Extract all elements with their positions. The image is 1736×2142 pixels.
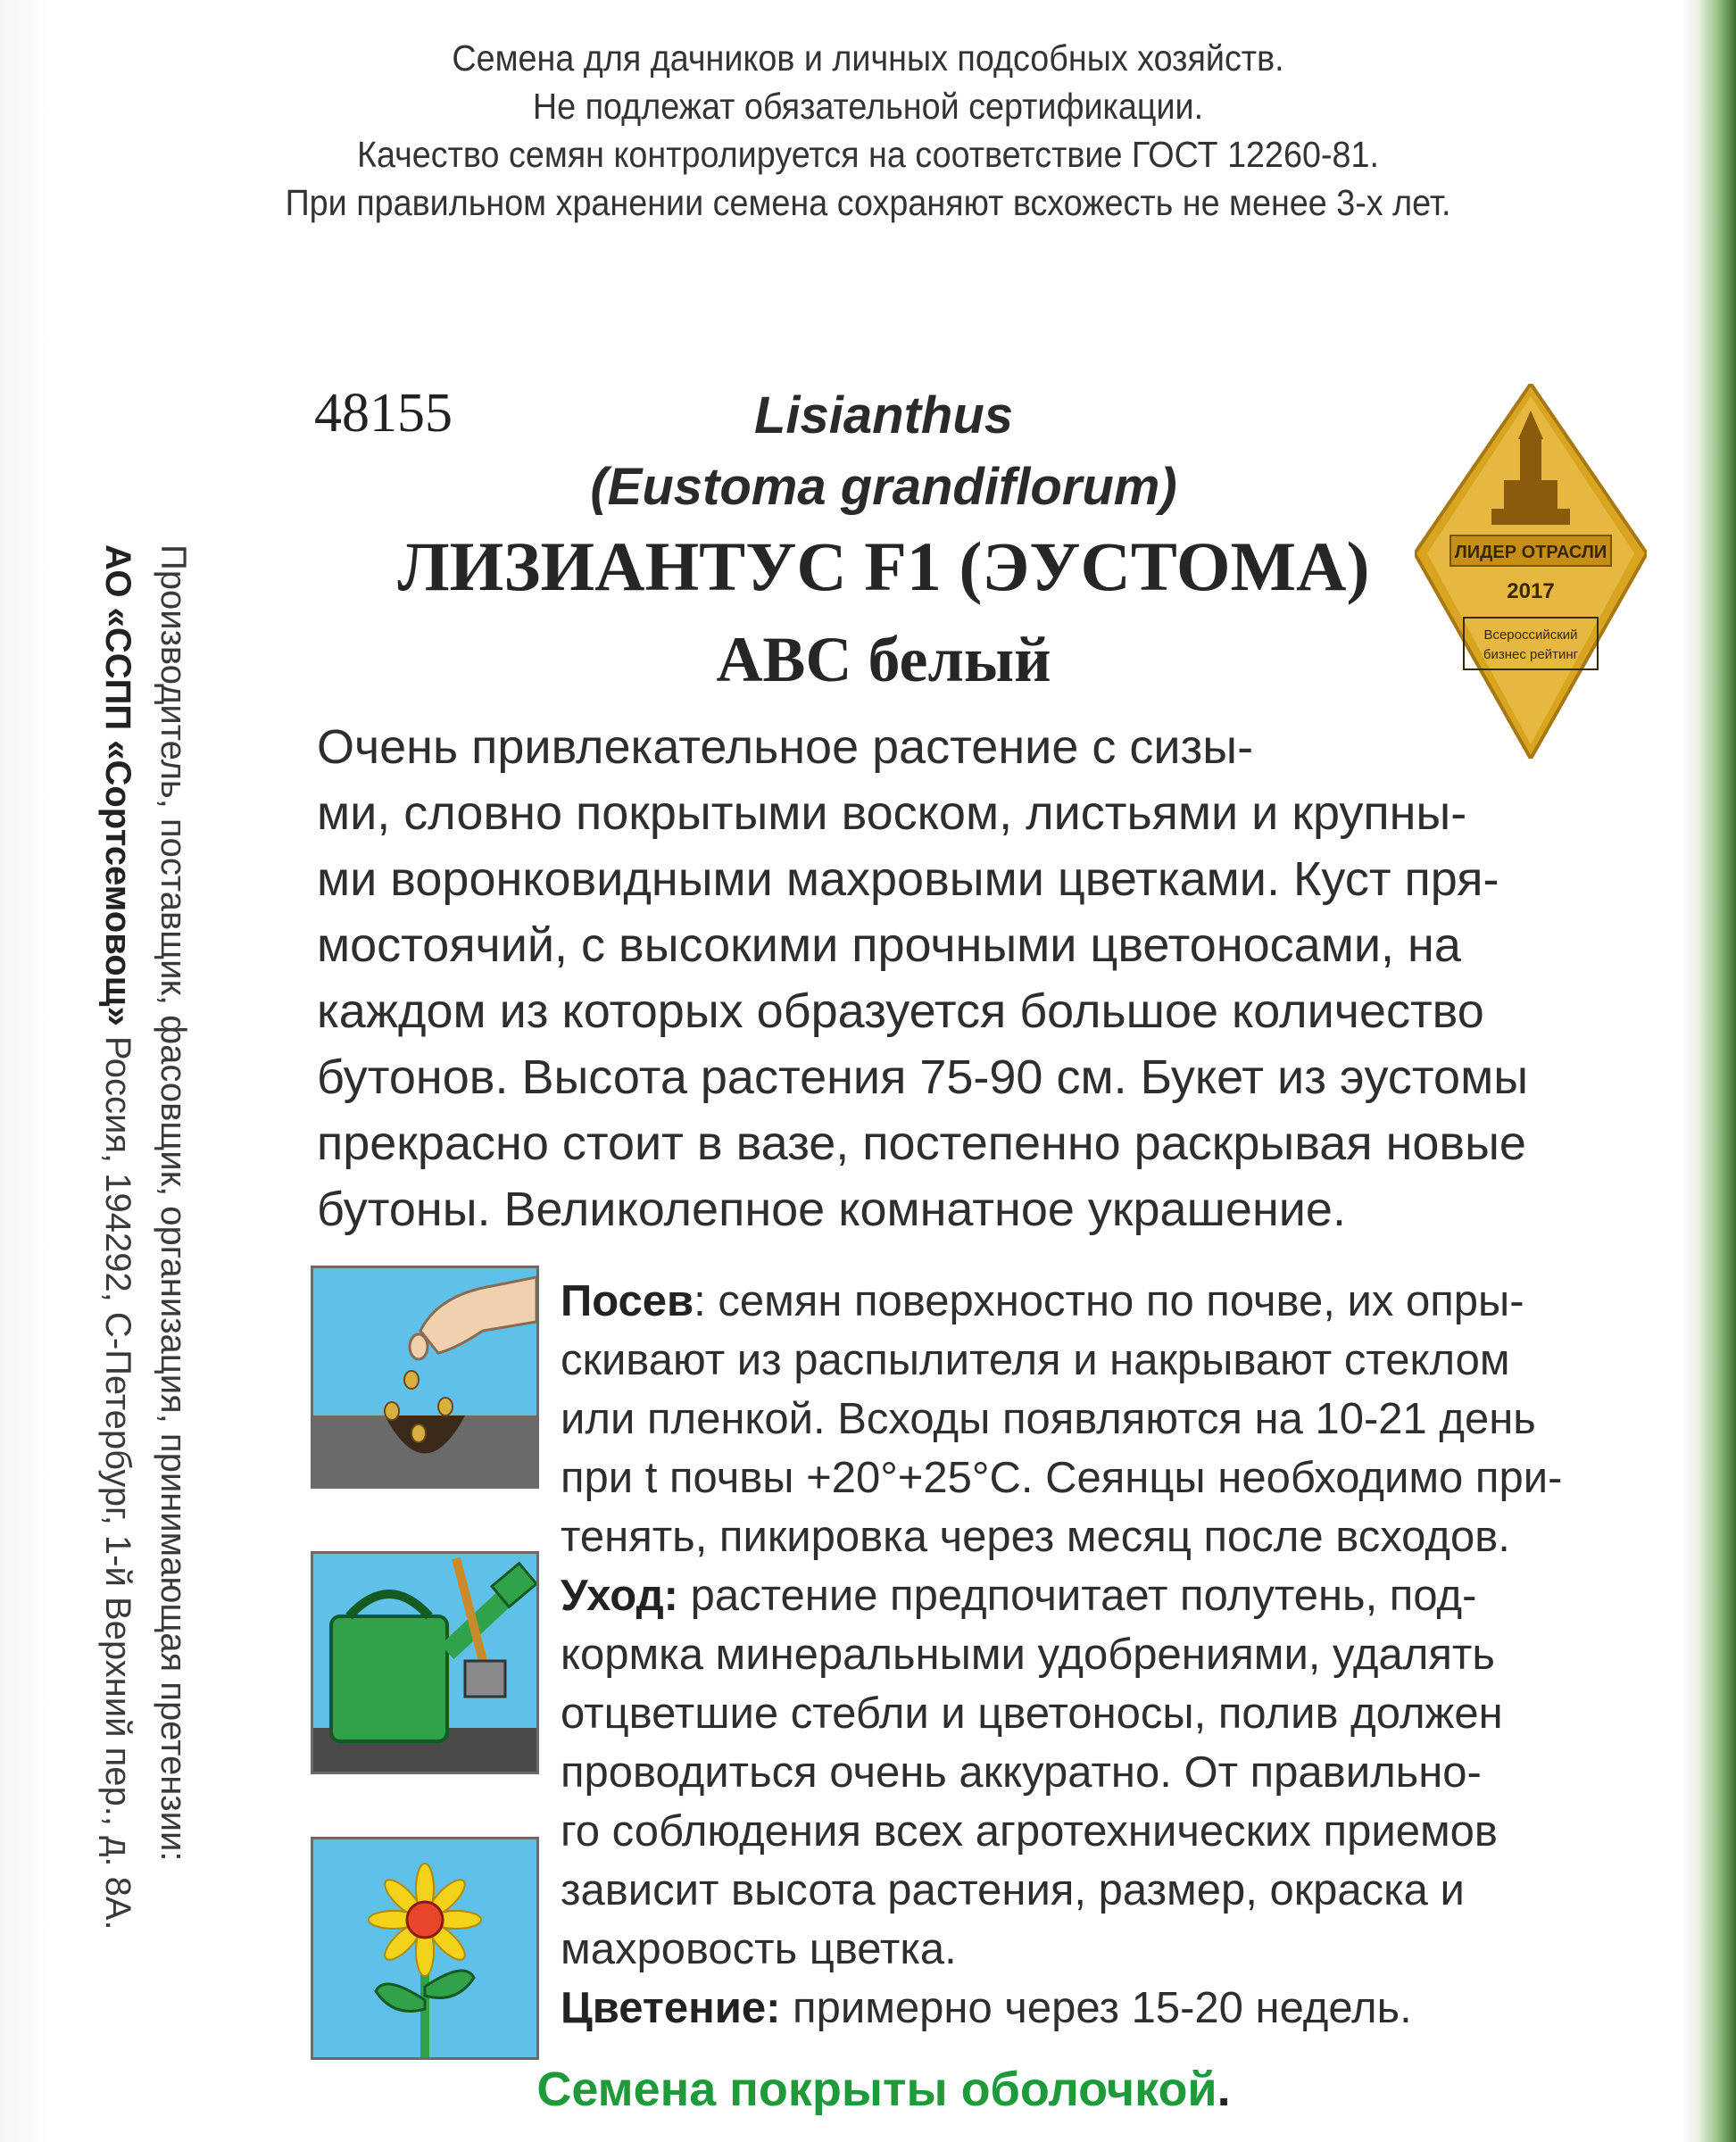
badge-title: ЛИДЕР ОТРАСЛИ	[1454, 543, 1607, 562]
notice-line: Не подлежат обязательной сертификации.	[532, 86, 1204, 127]
sowing-pictogram	[311, 1266, 539, 1489]
care-line: зависит высота растения, размер, окраска и	[561, 1866, 1465, 1914]
notice-line: Семена для дачников и личных подсобных хозяйств.	[452, 37, 1284, 79]
description-line: бутоны. Великолепное комнатное украшение.	[317, 1183, 1346, 1236]
bloom-label: Цветение:	[561, 1984, 781, 2032]
sowing-line: скивают из распылителя и накрывают стеклом	[561, 1336, 1510, 1384]
description-line: прекрасно стоит в вазе, постепенно раскрывая новые	[317, 1117, 1526, 1170]
sowing-line: тенять, пикировка через месяц после всходов.	[561, 1513, 1510, 1561]
care-line: отцветшие стебли и цветоносы, полив должен	[561, 1690, 1503, 1738]
badge-year: 2017	[1507, 579, 1555, 603]
sowing-line: или пленкой. Всходы появляются на 10-21 день	[561, 1395, 1536, 1443]
description-line: мостоячий, с высокими прочными цветоносами, на	[317, 918, 1461, 972]
sowing-label: Посев	[561, 1277, 694, 1325]
coated-seeds-text: Семена покрыты оболочкой	[536, 2063, 1217, 2116]
bloom-line	[561, 1979, 1640, 2038]
description-line: бутонов. Высота растения 75-90 см. Букет из эустомы	[317, 1050, 1529, 1104]
company-name: АО «ССПП «Сортсемовощ»	[98, 544, 137, 1026]
description-line: ми, словно покрытыми воском, листьями и крупны-	[317, 786, 1467, 840]
care-text: растение предпочитает полутень, под-	[678, 1572, 1477, 1620]
variety-name: АВС белый	[716, 624, 1051, 695]
latin-name: Lisianthus	[753, 386, 1014, 444]
bloom-text: примерно через 15-20 недель.	[780, 1984, 1412, 2032]
care-line: проводиться очень аккуратно. От правильно-	[561, 1748, 1482, 1797]
certification-notice	[70, 34, 1666, 227]
coated-seeds-note	[312, 2062, 1455, 2117]
badge-rating-line2: бизнес рейтинг	[1483, 647, 1579, 662]
notice-line: Качество семян контролируется на соответствие ГОСТ 12260-81.	[357, 134, 1379, 175]
care-pictogram	[311, 1551, 539, 1774]
notice-line: При правильном хранении семена сохраняют всхожесть не менее 3-х лет.	[285, 182, 1451, 223]
care-line	[561, 1566, 1640, 1625]
product-description	[317, 714, 1638, 1242]
care-label: Уход:	[561, 1572, 678, 1620]
latin-species: (Eustoma grandiflorum)	[590, 458, 1177, 516]
bloom-pictogram	[311, 1837, 539, 2060]
sowing-line: при t почвы +20°+25°С. Сеянцы необходимо при-	[561, 1454, 1563, 1502]
sowing-line	[561, 1272, 1640, 1331]
care-line: махровость цветка.	[561, 1925, 957, 1973]
description-line: Очень привлекательное растение с сизы-	[317, 720, 1254, 774]
company-address: Россия, 194292, С-Петербург, 1-й Верхний пер., д. 8А.	[98, 1025, 137, 1930]
description-line: каждом из которых образуется большое количество	[317, 984, 1484, 1038]
sowing-text: : семян поверхностно по почве, их опры-	[694, 1277, 1524, 1325]
article-number: 48155	[314, 383, 453, 444]
industry-leader-badge	[1415, 384, 1647, 759]
badge-rating-line1: Всероссийский	[1483, 627, 1578, 643]
producer-info-vertical	[85, 544, 201, 2062]
product-title: ЛИЗИАНТУС F1 (ЭУСТОМА)	[397, 527, 1370, 605]
care-line: кормка минеральными удобрениями, удалять	[561, 1631, 1495, 1679]
growing-instructions	[561, 1272, 1640, 2038]
description-line: ми воронковидными махровыми цветками. Куст пря-	[317, 852, 1499, 906]
right-green-strip	[1682, 0, 1736, 2142]
producer-label: Производитель, поставщик, фасовщик, организация, принимающая претензии:	[154, 544, 193, 1862]
left-edge-strip	[0, 0, 54, 2142]
care-line: го соблюдения всех агротехнических приемов	[561, 1807, 1498, 1856]
producer-address-line	[90, 544, 145, 2062]
note-period: .	[1217, 2063, 1231, 2116]
